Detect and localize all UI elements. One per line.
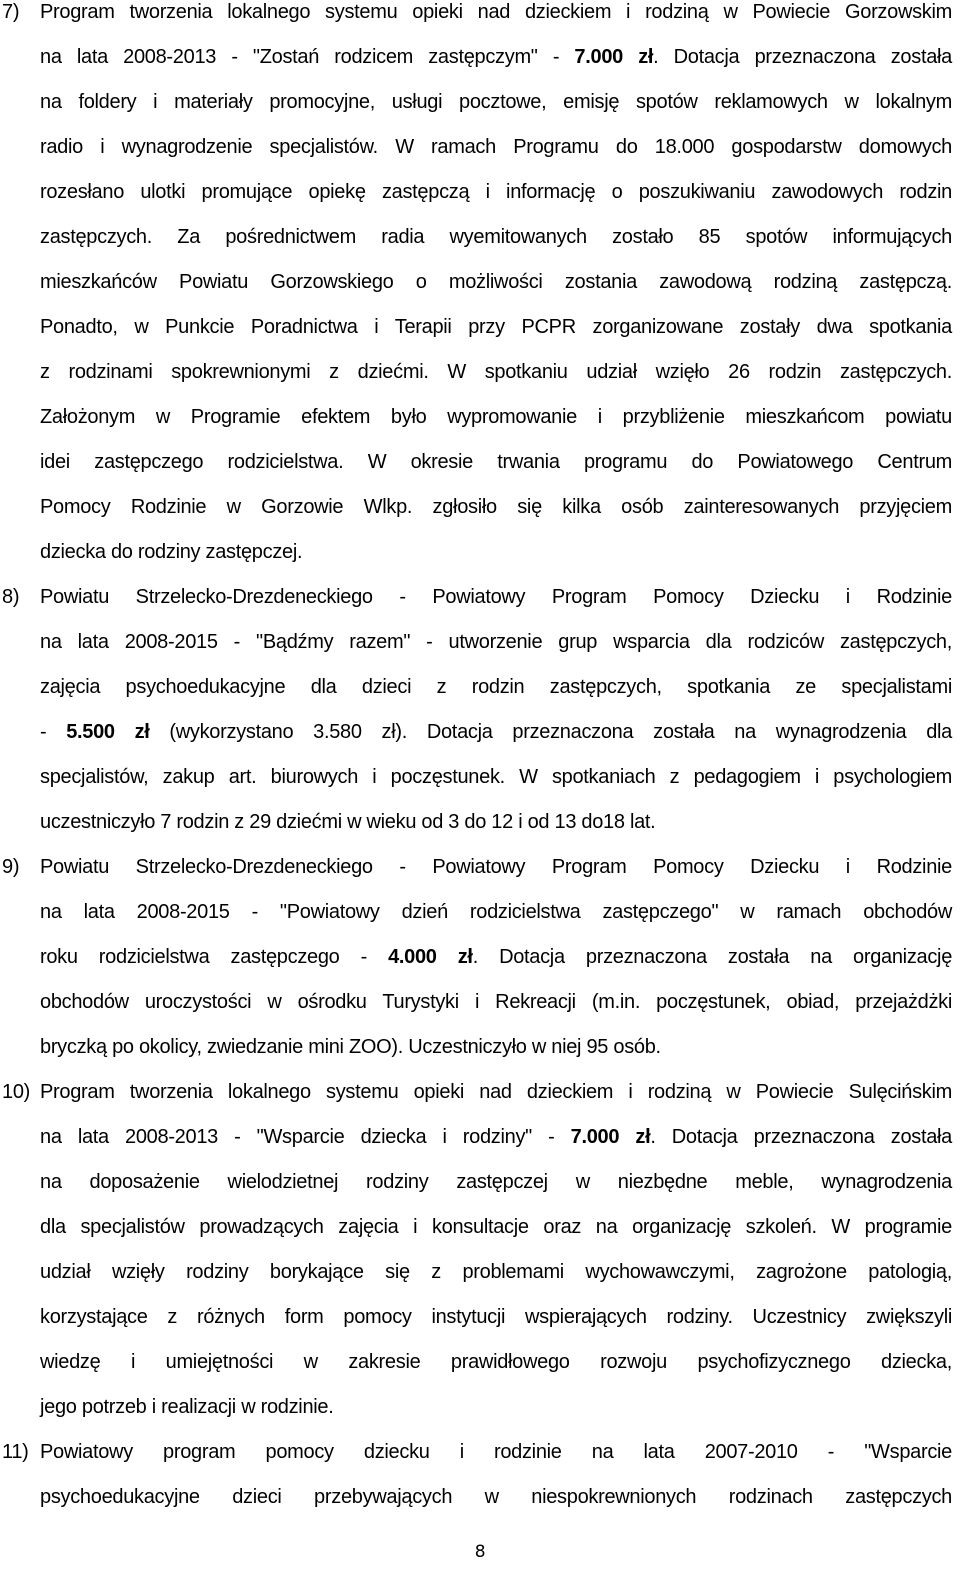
text-line: [40, 620, 952, 665]
text-line: [40, 1475, 952, 1520]
text-segment: jego potrzeb i realizacji w rodzinie.: [40, 1396, 334, 1418]
text-line: [40, 710, 952, 755]
text-segment: Założonym w Programie efektem było wypromowanie i przybliżenie mieszkańcom powiatu: [40, 406, 952, 428]
text-segment: rozesłano ulotki promujące opiekę zastępczą i informację o poszukiwaniu zawodowych rodzin: [40, 181, 952, 203]
text-segment: Ponadto, w Punkcie Poradnictwa i Terapii przy PCPR zorganizowane zostały dwa spotkania: [40, 316, 952, 338]
text-line: [40, 1025, 952, 1070]
list-item: [0, 0, 952, 575]
text-segment: . Dotacja przeznaczona została na organizację: [472, 946, 953, 968]
text-segment: Powiatu Strzelecko-Drezdeneckiego - Powiatowy Program Pomocy Dziecku i Rodzinie: [40, 586, 952, 608]
text-segment: -: [40, 721, 67, 743]
amount-text: 7.000 zł: [570, 1126, 651, 1148]
text-segment: udział wzięły rodziny borykające się z problemami wychowawczymi, zagrożone patologią,: [40, 1261, 952, 1283]
text-segment: na foldery i materiały promocyjne, usługi pocztowe, emisję spotów reklamowych w lokalnym: [40, 91, 952, 113]
text-line: [40, 215, 952, 260]
text-line: [40, 1385, 952, 1430]
text-line: [40, 395, 952, 440]
text-line: [40, 35, 952, 80]
text-line: [40, 485, 952, 530]
text-line: [40, 665, 952, 710]
list-item-text: [40, 1070, 952, 1430]
list-item: [0, 1430, 952, 1520]
text-segment: zajęcia psychoedukacyjne dla dzieci z rodzin zastępczych, spotkania ze specjalistami: [40, 676, 952, 698]
list-item: [0, 1070, 952, 1430]
text-segment: korzystające z różnych form pomocy instytucji wspierających rodziny. Uczestnicy zwiększyli: [40, 1306, 952, 1328]
text-line: [40, 575, 952, 620]
text-segment: dla specjalistów prowadzących zajęcia i konsultacje oraz na organizację szkoleń. W programie: [40, 1216, 952, 1238]
text-line: [40, 1070, 952, 1115]
list-item-text: [40, 845, 952, 1070]
text-segment: obchodów uroczystości w ośrodku Turystyki i Rekreacji (m.in. poczęstunek, obiad, przejażdżki: [40, 991, 952, 1013]
list-item-number: 11): [2, 1441, 29, 1463]
text-segment: Powiatowy program pomocy dziecku i rodzinie na lata 2007-2010 - "Wsparcie: [40, 1441, 952, 1463]
text-line: [40, 1115, 952, 1160]
text-line: [40, 980, 952, 1025]
text-line: [40, 800, 952, 845]
text-segment: mieszkańców Powiatu Gorzowskiego o możliwości zostania zawodową rodziną zastępczą.: [40, 271, 952, 293]
text-line: [40, 530, 952, 575]
page-number: 8: [474, 1542, 486, 1562]
text-segment: psychoedukacyjne dzieci przebywających w niespokrewnionych rodzinach zastępczych: [40, 1486, 952, 1508]
list-item-number: 9): [2, 856, 20, 878]
text-line: [40, 890, 952, 935]
text-line: [40, 80, 952, 125]
text-segment: . Dotacja przeznaczona została: [653, 46, 952, 68]
text-segment: (wykorzystano 3.580 zł). Dotacja przeznaczona została na wynagrodzenia dla: [149, 721, 953, 743]
text-line: [40, 935, 952, 980]
text-line: [40, 350, 952, 395]
text-line: [40, 1340, 952, 1385]
list-item-text: [40, 1430, 952, 1520]
text-segment: bryczką po okolicy, zwiedzanie mini ZOO). Uczestniczyło w niej 95 osób.: [40, 1036, 661, 1058]
text-segment: uczestniczyło 7 rodzin z 29 dziećmi w wieku od 3 do 12 i od 13 do18 lat.: [40, 811, 656, 833]
text-segment: na lata 2008-2013 - "Wsparcie dziecka i rodziny" -: [40, 1126, 571, 1148]
amount-text: 7.000 zł: [574, 46, 654, 68]
text-segment: na lata 2008-2015 - "Powiatowy dzień rodzicielstwa zastępczego" w ramach obchodów: [40, 901, 952, 923]
text-segment: z rodzinami spokrewnionymi z dziećmi. W spotkaniu udział wzięło 26 rodzin zastępczych.: [40, 361, 952, 383]
text-line: [40, 845, 952, 890]
text-segment: specjalistów, zakup art. biurowych i poczęstunek. W spotkaniach z pedagogiem i psychologiem: [40, 766, 952, 788]
text-line: [40, 1250, 952, 1295]
list-item: [0, 845, 952, 1070]
text-line: [40, 0, 952, 35]
list-item: [0, 575, 952, 845]
list-item-text: [40, 575, 952, 845]
list-item-number: 10): [2, 1081, 31, 1103]
text-line: [40, 125, 952, 170]
text-segment: na doposażenie wielodzietnej rodziny zastępczej w niezbędne meble, wynagrodzenia: [40, 1171, 952, 1193]
text-line: [40, 170, 952, 215]
amount-text: 4.000 zł: [388, 946, 473, 968]
text-line: [40, 755, 952, 800]
text-segment: wiedzę i umiejętności w zakresie prawidłowego rozwoju psychofizycznego dziecka,: [40, 1351, 952, 1373]
text-segment: Pomocy Rodzinie w Gorzowie Wlkp. zgłosiło się kilka osób zainteresowanych przyjęciem: [40, 496, 952, 518]
text-segment: Powiatu Strzelecko-Drezdeneckiego - Powiatowy Program Pomocy Dziecku i Rodzinie: [40, 856, 952, 878]
text-line: [40, 1205, 952, 1250]
text-line: [40, 260, 952, 305]
text-segment: idei zastępczego rodzicielstwa. W okresie trwania programu do Powiatowego Centrum: [40, 451, 952, 473]
list-item-text: [40, 0, 952, 575]
text-segment: . Dotacja przeznaczona została: [650, 1126, 953, 1148]
text-segment: roku rodzicielstwa zastępczego -: [40, 946, 389, 968]
text-segment: zastępczych. Za pośrednictwem radia wyemitowanych zostało 85 spotów informujących: [40, 226, 952, 248]
text-segment: Program tworzenia lokalnego systemu opieki nad dzieckiem i rodziną w Powiecie Gorzowskim: [40, 1, 952, 23]
list-item-number: 7): [2, 1, 20, 23]
list-item-number: 8): [2, 586, 20, 608]
text-line: [40, 1295, 952, 1340]
text-segment: dziecka do rodziny zastępczej.: [40, 541, 303, 563]
text-segment: Program tworzenia lokalnego systemu opieki nad dzieckiem i rodziną w Powiecie Sulęcińskim: [40, 1081, 952, 1103]
amount-text: 5.500 zł: [66, 721, 150, 743]
text-line: [40, 305, 952, 350]
text-segment: na lata 2008-2013 - "Zostań rodzicem zastępczym" -: [40, 46, 575, 68]
text-segment: na lata 2008-2015 - "Bądźmy razem" - utworzenie grup wsparcia dla rodziców zastępczych,: [40, 631, 952, 653]
text-line: [40, 1160, 952, 1205]
text-line: [40, 1430, 952, 1475]
text-line: [40, 440, 952, 485]
text-segment: radio i wynagrodzenie specjalistów. W ramach Programu do 18.000 gospodarstw domowych: [40, 136, 952, 158]
